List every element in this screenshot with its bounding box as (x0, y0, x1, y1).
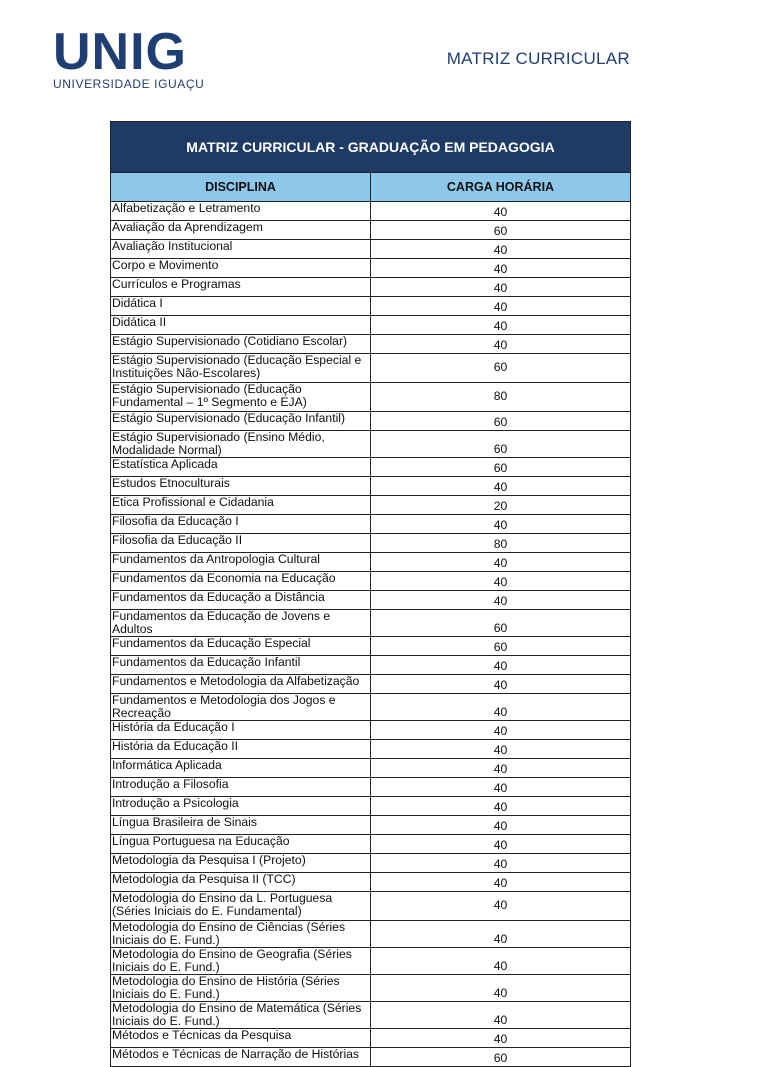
table-row (111, 202, 631, 221)
carga-horaria-cell: 40 (371, 740, 631, 759)
carga-horaria-cell: 40 (371, 656, 631, 675)
disciplina-cell: Estatística Aplicada (111, 458, 371, 477)
carga-horaria-cell: 40 (371, 572, 631, 591)
table-row (111, 816, 631, 835)
carga-horaria-cell: 60 (371, 637, 631, 656)
disciplina-cell: Informática Aplicada (111, 759, 371, 778)
disciplina-cell: Fundamentos da Economia na Educação (111, 572, 371, 591)
table-row (111, 921, 631, 948)
disciplina-cell: Metodologia da Pesquisa II (TCC) (111, 873, 371, 892)
carga-horaria-cell: 40 (371, 892, 631, 921)
table-row (111, 778, 631, 797)
carga-horaria-cell: 40 (371, 694, 631, 721)
table-row (111, 259, 631, 278)
disciplina-cell: Currículos e Programas (111, 278, 371, 297)
table-row (111, 610, 631, 637)
disciplina-cell: Filosofia da Educação II (111, 534, 371, 553)
table-row (111, 975, 631, 1002)
disciplina-cell: Língua Brasileira de Sinais (111, 816, 371, 835)
disciplina-cell: Didática II (111, 316, 371, 335)
carga-horaria-cell: 40 (371, 259, 631, 278)
carga-horaria-cell: 40 (371, 975, 631, 1002)
table-row (111, 553, 631, 572)
table-row (111, 221, 631, 240)
disciplina-cell: Avaliação da Aprendizagem (111, 221, 371, 240)
curriculum-table-container (110, 121, 631, 1067)
disciplina-cell: Fundamentos e Metodologia dos Jogos e Recreação (111, 694, 371, 721)
carga-horaria-cell: 40 (371, 835, 631, 854)
carga-horaria-cell: 60 (371, 610, 631, 637)
table-body (111, 202, 631, 1067)
table-row (111, 1048, 631, 1067)
carga-horaria-cell: 40 (371, 553, 631, 572)
carga-horaria-cell: 40 (371, 854, 631, 873)
carga-horaria-cell: 60 (371, 431, 631, 458)
table-row (111, 383, 631, 412)
carga-horaria-cell: 60 (371, 412, 631, 431)
table-row (111, 335, 631, 354)
table-row (111, 1029, 631, 1048)
disciplina-cell: Estágio Supervisionado (Educação Infantil) (111, 412, 371, 431)
carga-horaria-cell: 80 (371, 534, 631, 553)
carga-horaria-cell: 60 (371, 1048, 631, 1067)
disciplina-cell: Metodologia da Pesquisa I (Projeto) (111, 854, 371, 873)
carga-horaria-cell: 40 (371, 591, 631, 610)
disciplina-cell: Fundamentos da Educação de Jovens e Adultos (111, 610, 371, 637)
disciplina-cell: Métodos e Técnicas da Pesquisa (111, 1029, 371, 1048)
disciplina-cell: Metodologia do Ensino da L. Portuguesa (Séries Iniciais do E. Fundamental) (111, 892, 371, 921)
disciplina-cell: Etica Profissional e Cidadania (111, 496, 371, 515)
carga-horaria-cell: 40 (371, 316, 631, 335)
table-row (111, 797, 631, 816)
table-row (111, 591, 631, 610)
unig-logo (53, 23, 223, 91)
carga-horaria-cell: 40 (371, 1029, 631, 1048)
disciplina-cell: Estágio Supervisionado (Cotidiano Escolar) (111, 335, 371, 354)
disciplina-cell: Fundamentos da Educação a Distância (111, 591, 371, 610)
table-row (111, 515, 631, 534)
carga-horaria-cell: 40 (371, 816, 631, 835)
carga-horaria-cell: 40 (371, 778, 631, 797)
disciplina-cell: Metodologia do Ensino de Matemática (Séries Iniciais do E. Fund.) (111, 1002, 371, 1029)
carga-horaria-cell: 80 (371, 383, 631, 412)
table-row (111, 637, 631, 656)
disciplina-cell: Corpo e Movimento (111, 259, 371, 278)
table-row (111, 412, 631, 431)
carga-horaria-cell: 20 (371, 496, 631, 515)
disciplina-cell: Metodologia do Ensino de Geografia (Séries Iniciais do E. Fund.) (111, 948, 371, 975)
carga-horaria-cell: 40 (371, 1002, 631, 1029)
disciplina-cell: Estágio Supervisionado (Educação Especial e Instituições Não-Escolares) (111, 354, 371, 383)
disciplina-cell: Estágio Supervisionado (Educação Fundamental – 1º Segmento e EJA) (111, 383, 371, 412)
carga-horaria-cell: 40 (371, 515, 631, 534)
table-row (111, 892, 631, 921)
carga-horaria-cell: 60 (371, 354, 631, 383)
table-row (111, 835, 631, 854)
table-row (111, 316, 631, 335)
disciplina-cell: Fundamentos da Antropologia Cultural (111, 553, 371, 572)
disciplina-cell: Metodologia do Ensino de História (Séries Iniciais do E. Fund.) (111, 975, 371, 1002)
table-title: MATRIZ CURRICULAR - GRADUAÇÃO EM PEDAGOGIA (111, 122, 631, 173)
table-row (111, 854, 631, 873)
disciplina-cell: Fundamentos e Metodologia da Alfabetização (111, 675, 371, 694)
logo-subtitle: UNIVERSIDADE IGUAÇU (53, 77, 205, 91)
table-row (111, 496, 631, 515)
table-row (111, 694, 631, 721)
logo-wordmark: UNIG (53, 23, 187, 81)
disciplina-cell: Introdução a Psicologia (111, 797, 371, 816)
disciplina-cell: Avaliação Institucional (111, 240, 371, 259)
table-row (111, 948, 631, 975)
carga-horaria-cell: 40 (371, 721, 631, 740)
disciplina-cell: História da Educação II (111, 740, 371, 759)
table-row (111, 759, 631, 778)
table-row (111, 1002, 631, 1029)
table-row (111, 721, 631, 740)
carga-horaria-cell: 40 (371, 297, 631, 316)
carga-horaria-cell: 40 (371, 335, 631, 354)
disciplina-cell: Língua Portuguesa na Educação (111, 835, 371, 854)
table-row (111, 458, 631, 477)
table-row (111, 297, 631, 316)
disciplina-cell: Introdução a Filosofia (111, 778, 371, 797)
disciplina-cell: História da Educação I (111, 721, 371, 740)
carga-horaria-cell: 40 (371, 675, 631, 694)
column-header-carga-horaria: CARGA HORÁRIA (371, 173, 631, 202)
carga-horaria-cell: 40 (371, 873, 631, 892)
carga-horaria-cell: 60 (371, 221, 631, 240)
disciplina-cell: Métodos e Técnicas de Narração de Histórias (111, 1048, 371, 1067)
table-row (111, 431, 631, 458)
table-row (111, 278, 631, 297)
table-row (111, 477, 631, 496)
carga-horaria-cell: 60 (371, 458, 631, 477)
carga-horaria-cell: 40 (371, 797, 631, 816)
table-row (111, 354, 631, 383)
carga-horaria-cell: 40 (371, 477, 631, 496)
disciplina-cell: Estágio Supervisionado (Ensino Médio, Modalidade Normal) (111, 431, 371, 458)
carga-horaria-cell: 40 (371, 759, 631, 778)
carga-horaria-cell: 40 (371, 278, 631, 297)
disciplina-cell: Fundamentos da Educação Especial (111, 637, 371, 656)
carga-horaria-cell: 40 (371, 202, 631, 221)
column-header-disciplina: DISCIPLINA (111, 173, 371, 202)
disciplina-cell: Filosofia da Educação I (111, 515, 371, 534)
carga-horaria-cell: 40 (371, 240, 631, 259)
table-row (111, 656, 631, 675)
carga-horaria-cell: 40 (371, 948, 631, 975)
disciplina-cell: Metodologia do Ensino de Ciências (Séries Iniciais do E. Fund.) (111, 921, 371, 948)
curriculum-table (110, 121, 631, 1067)
table-row (111, 240, 631, 259)
table-row (111, 572, 631, 591)
disciplina-cell: Estudos Etnoculturais (111, 477, 371, 496)
page-title: MATRIZ CURRICULAR (446, 49, 630, 68)
table-row (111, 534, 631, 553)
table-row (111, 740, 631, 759)
carga-horaria-cell: 40 (371, 921, 631, 948)
disciplina-cell: Fundamentos da Educação Infantil (111, 656, 371, 675)
table-row (111, 675, 631, 694)
table-row (111, 873, 631, 892)
disciplina-cell: Didática I (111, 297, 371, 316)
disciplina-cell: Alfabetização e Letramento (111, 202, 371, 221)
